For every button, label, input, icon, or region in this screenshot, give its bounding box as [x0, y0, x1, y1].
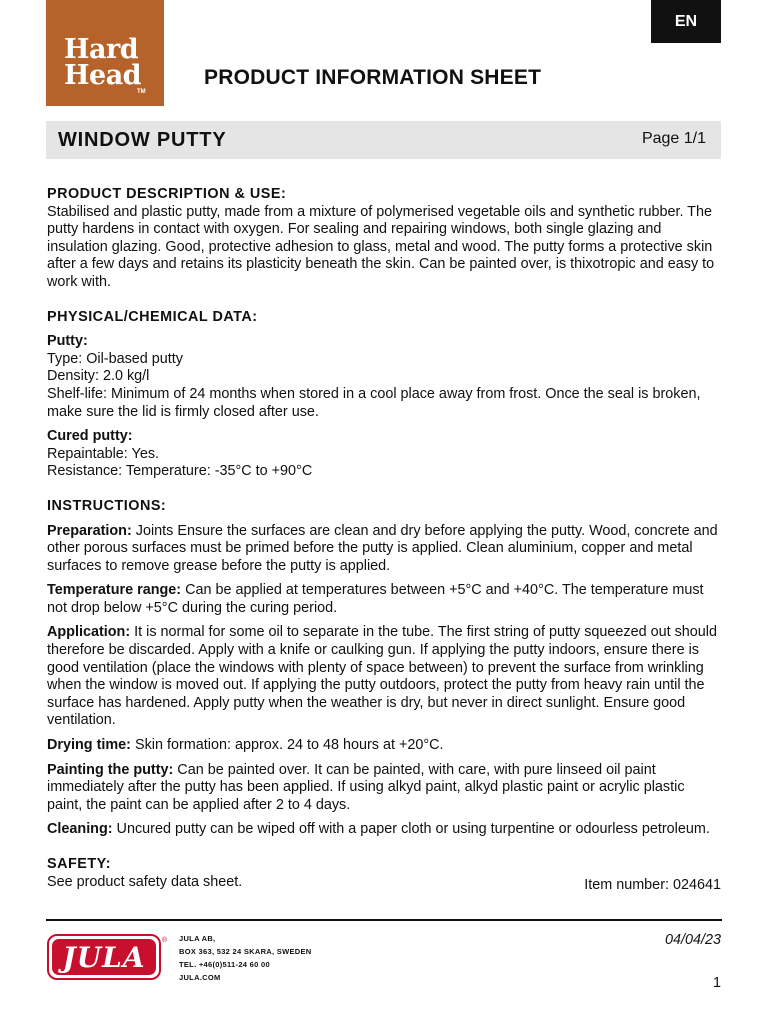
instruction-label: Painting the putty: [47, 761, 174, 778]
instruction-preparation [47, 523, 723, 576]
company-address [179, 932, 312, 984]
jula-logo-text: JULA [52, 939, 156, 975]
instruction-label: Temperature range: [47, 582, 182, 599]
instruction-text: Skin formation: approx. 24 to 48 hours at +20°C. [130, 737, 444, 754]
page-number: 1 [712, 975, 721, 991]
instruction-label: Preparation: [47, 522, 132, 539]
section-heading: SAFETY: [47, 856, 111, 872]
description-text: Stabilised and plastic putty, made from a mixture of polymerised vegetable oils and synthetic rubber. The putty hardens in contact with oxygen. For sealing and repairing windows, both single glazing and insulation glazing. Good, protective adhesion to glass, metal and wood. The putty forms a protective skin after a few days and retains its plasticity beneath the skin. Can be painted over, is thixotropic and easy to work with. [47, 203, 715, 290]
instruction-temperature-range [47, 582, 723, 617]
cured-resistance: Resistance: Temperature: -35°C to +90°C [47, 463, 313, 480]
logo-line-2: Head [64, 60, 142, 91]
cured-repaintable: Repaintable: Yes. [47, 445, 160, 462]
safety-text: See product safety data sheet. [47, 873, 243, 890]
section-heading: PRODUCT DESCRIPTION & USE: [47, 186, 287, 202]
address-line: JULA AB, [179, 934, 216, 943]
section-physical [47, 309, 723, 481]
putty-type: Type: Oil-based putty [47, 350, 183, 367]
logo-trademark: TM [137, 89, 146, 95]
instruction-label: Application: [47, 624, 131, 641]
putty-label: Putty: [47, 333, 88, 350]
instruction-painting [47, 762, 723, 815]
putty-density: Density: 2.0 kg/l [47, 368, 150, 385]
instruction-text: It is normal for some oil to separate in the tube. The first string of putty squeezed out should therefore be discarded. Apply with a knife or caulking gun. If applying the putty indoors, ensure there is good ventilation (place the windows with plenty of space between) to prevent the surface from wrinkling when the window is moved out. If applying the putty outdoors, protect the putty from heavy rain until the surface has hardened. Apply putty when the weather is dry, but never in direct sunlight. Ensure good ventilation. [47, 624, 718, 729]
instruction-cleaning [47, 821, 723, 839]
section-heading: INSTRUCTIONS: [47, 497, 167, 514]
address-line: TEL. +46(0)511-24 60 00 [179, 960, 270, 969]
address-line: JULA.COM [179, 973, 221, 982]
section-heading: PHYSICAL/CHEMICAL DATA: [47, 308, 258, 325]
instruction-application [47, 624, 723, 730]
cured-putty-block [47, 428, 723, 481]
product-name: WINDOW PUTTY [58, 129, 227, 151]
logo-line-1: Hard [64, 34, 139, 65]
instruction-label: Drying time: [47, 737, 131, 754]
language-badge: EN [651, 0, 721, 43]
item-number: Item number: 024641 [584, 877, 721, 893]
putty-block [47, 333, 723, 421]
issue-date: 04/04/23 [664, 932, 721, 948]
instruction-drying-time [47, 737, 723, 755]
instruction-text: Can be applied at temperatures between +5°C and +40°C. The temperature must not drop below +5°C during the curing period. [47, 582, 704, 616]
address-line: BOX 363, 532 24 SKARA, SWEDEN [179, 947, 312, 956]
footer-divider [46, 919, 722, 921]
registered-mark: ® [161, 937, 167, 944]
instruction-text: Uncured putty can be wiped off with a paper cloth or using turpentine or odourless petroleum. [112, 821, 710, 838]
hard-head-logo [46, 0, 164, 106]
instruction-text: Joints Ensure the surfaces are clean and dry before applying the putty. Wood, concrete and other porous surfaces must be primed before the putty is applied. Clean aluminium, copper and metal surfaces to remove grease before the putty is applied. [47, 522, 718, 574]
product-title-band [46, 121, 721, 159]
instruction-label: Cleaning: [47, 821, 113, 838]
page-indicator: Page 1/1 [641, 130, 706, 147]
instruction-text: Can be painted over. It can be painted, with care, with pure linseed oil paint immediately after the putty has been applied. If using alkyd paint, alkyd plastic paint or acrylic plastic paint, the paint can be applied after 2 to 4 days. [47, 761, 685, 813]
document-title: PRODUCT INFORMATION SHEET [204, 66, 542, 89]
cured-putty-label: Cured putty: [47, 428, 133, 445]
section-instructions [47, 498, 723, 839]
document-body [47, 186, 723, 891]
putty-shelf-life: Shelf-life: Minimum of 24 months when stored in a cool place away from frost. Once the seal is broken, make sure the lid is firmly closed after use. [47, 385, 701, 420]
jula-logo [47, 934, 167, 980]
section-description [47, 186, 723, 292]
